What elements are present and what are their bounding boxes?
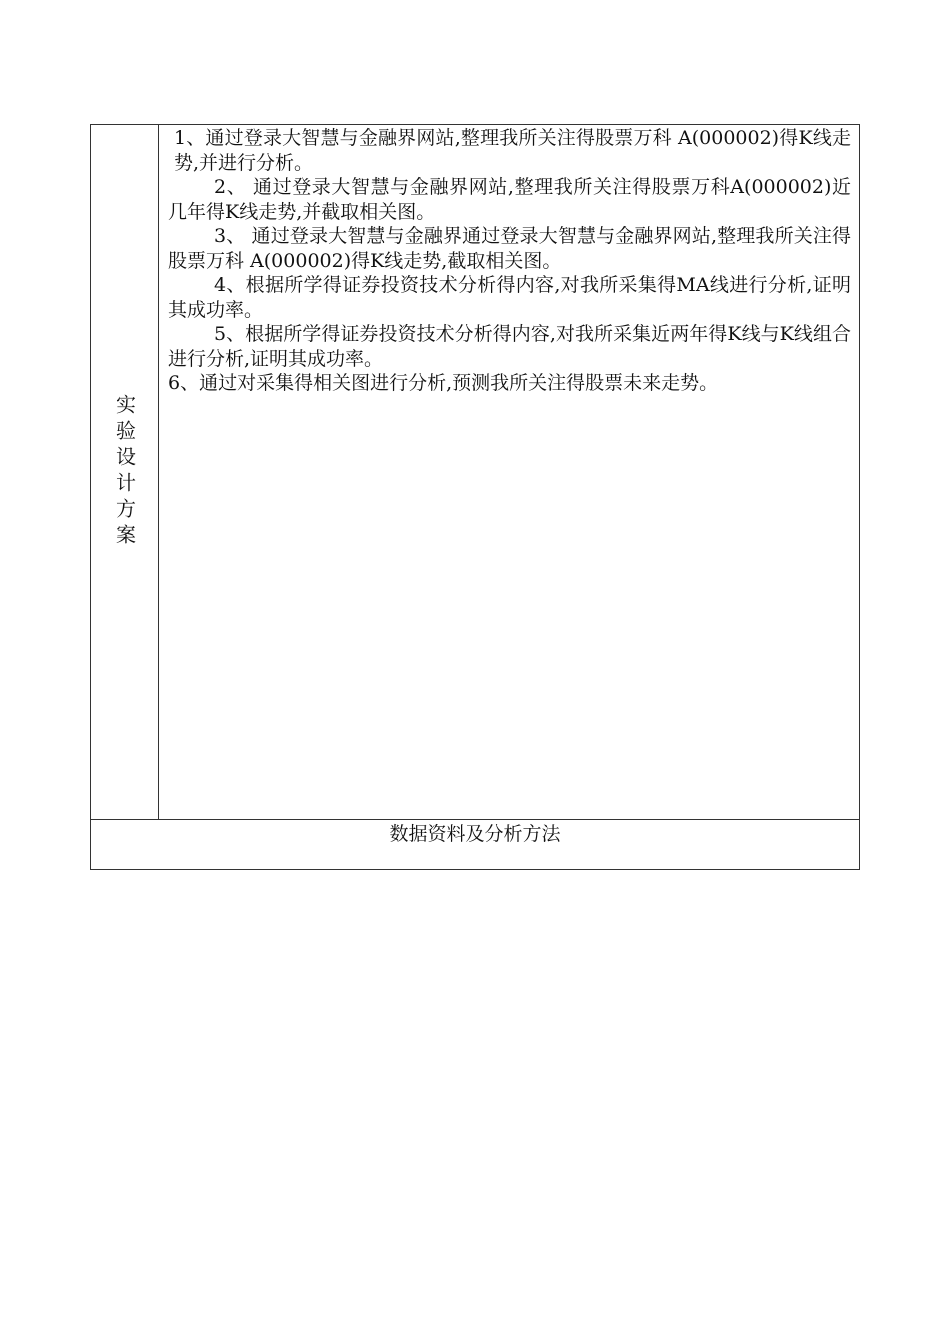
data-analysis-row (91, 820, 859, 869)
data-analysis-title: 数据资料及分析方法 (389, 823, 561, 845)
experiment-table (90, 124, 860, 870)
step-3: 3、 通过登录大智慧与金融界通过登录大智慧与金融界网站,整理我所关注得股票万科 A(000002)得K线走势,截取相关图。 (168, 225, 851, 272)
step-6: 6、通过对采集得相关图进行分析,预测我所关注得股票未来走势。 (168, 372, 719, 394)
step-5: 5、根据所学得证券投资技术分析得内容,对我所采集近两年得K线与K线组合进行分析,证明其成功率。 (168, 323, 851, 370)
design-plan-label-cell (91, 125, 159, 819)
design-plan-row (91, 125, 859, 820)
design-plan-content (159, 125, 859, 819)
step-2: 2、 通过登录大智慧与金融界网站,整理我所关注得股票万科A(000002)近几年得K线走势,并截取相关图。 (168, 176, 851, 223)
step-4: 4、根据所学得证券投资技术分析得内容,对我所采集得MA线进行分析,证明其成功率。 (168, 274, 851, 321)
step-1: 1、通过登录大智慧与金融界网站,整理我所关注得股票万科 A(000002)得K线走势,并进行分析。 (174, 127, 851, 174)
design-plan-label: 实验设计方案 (112, 394, 137, 550)
